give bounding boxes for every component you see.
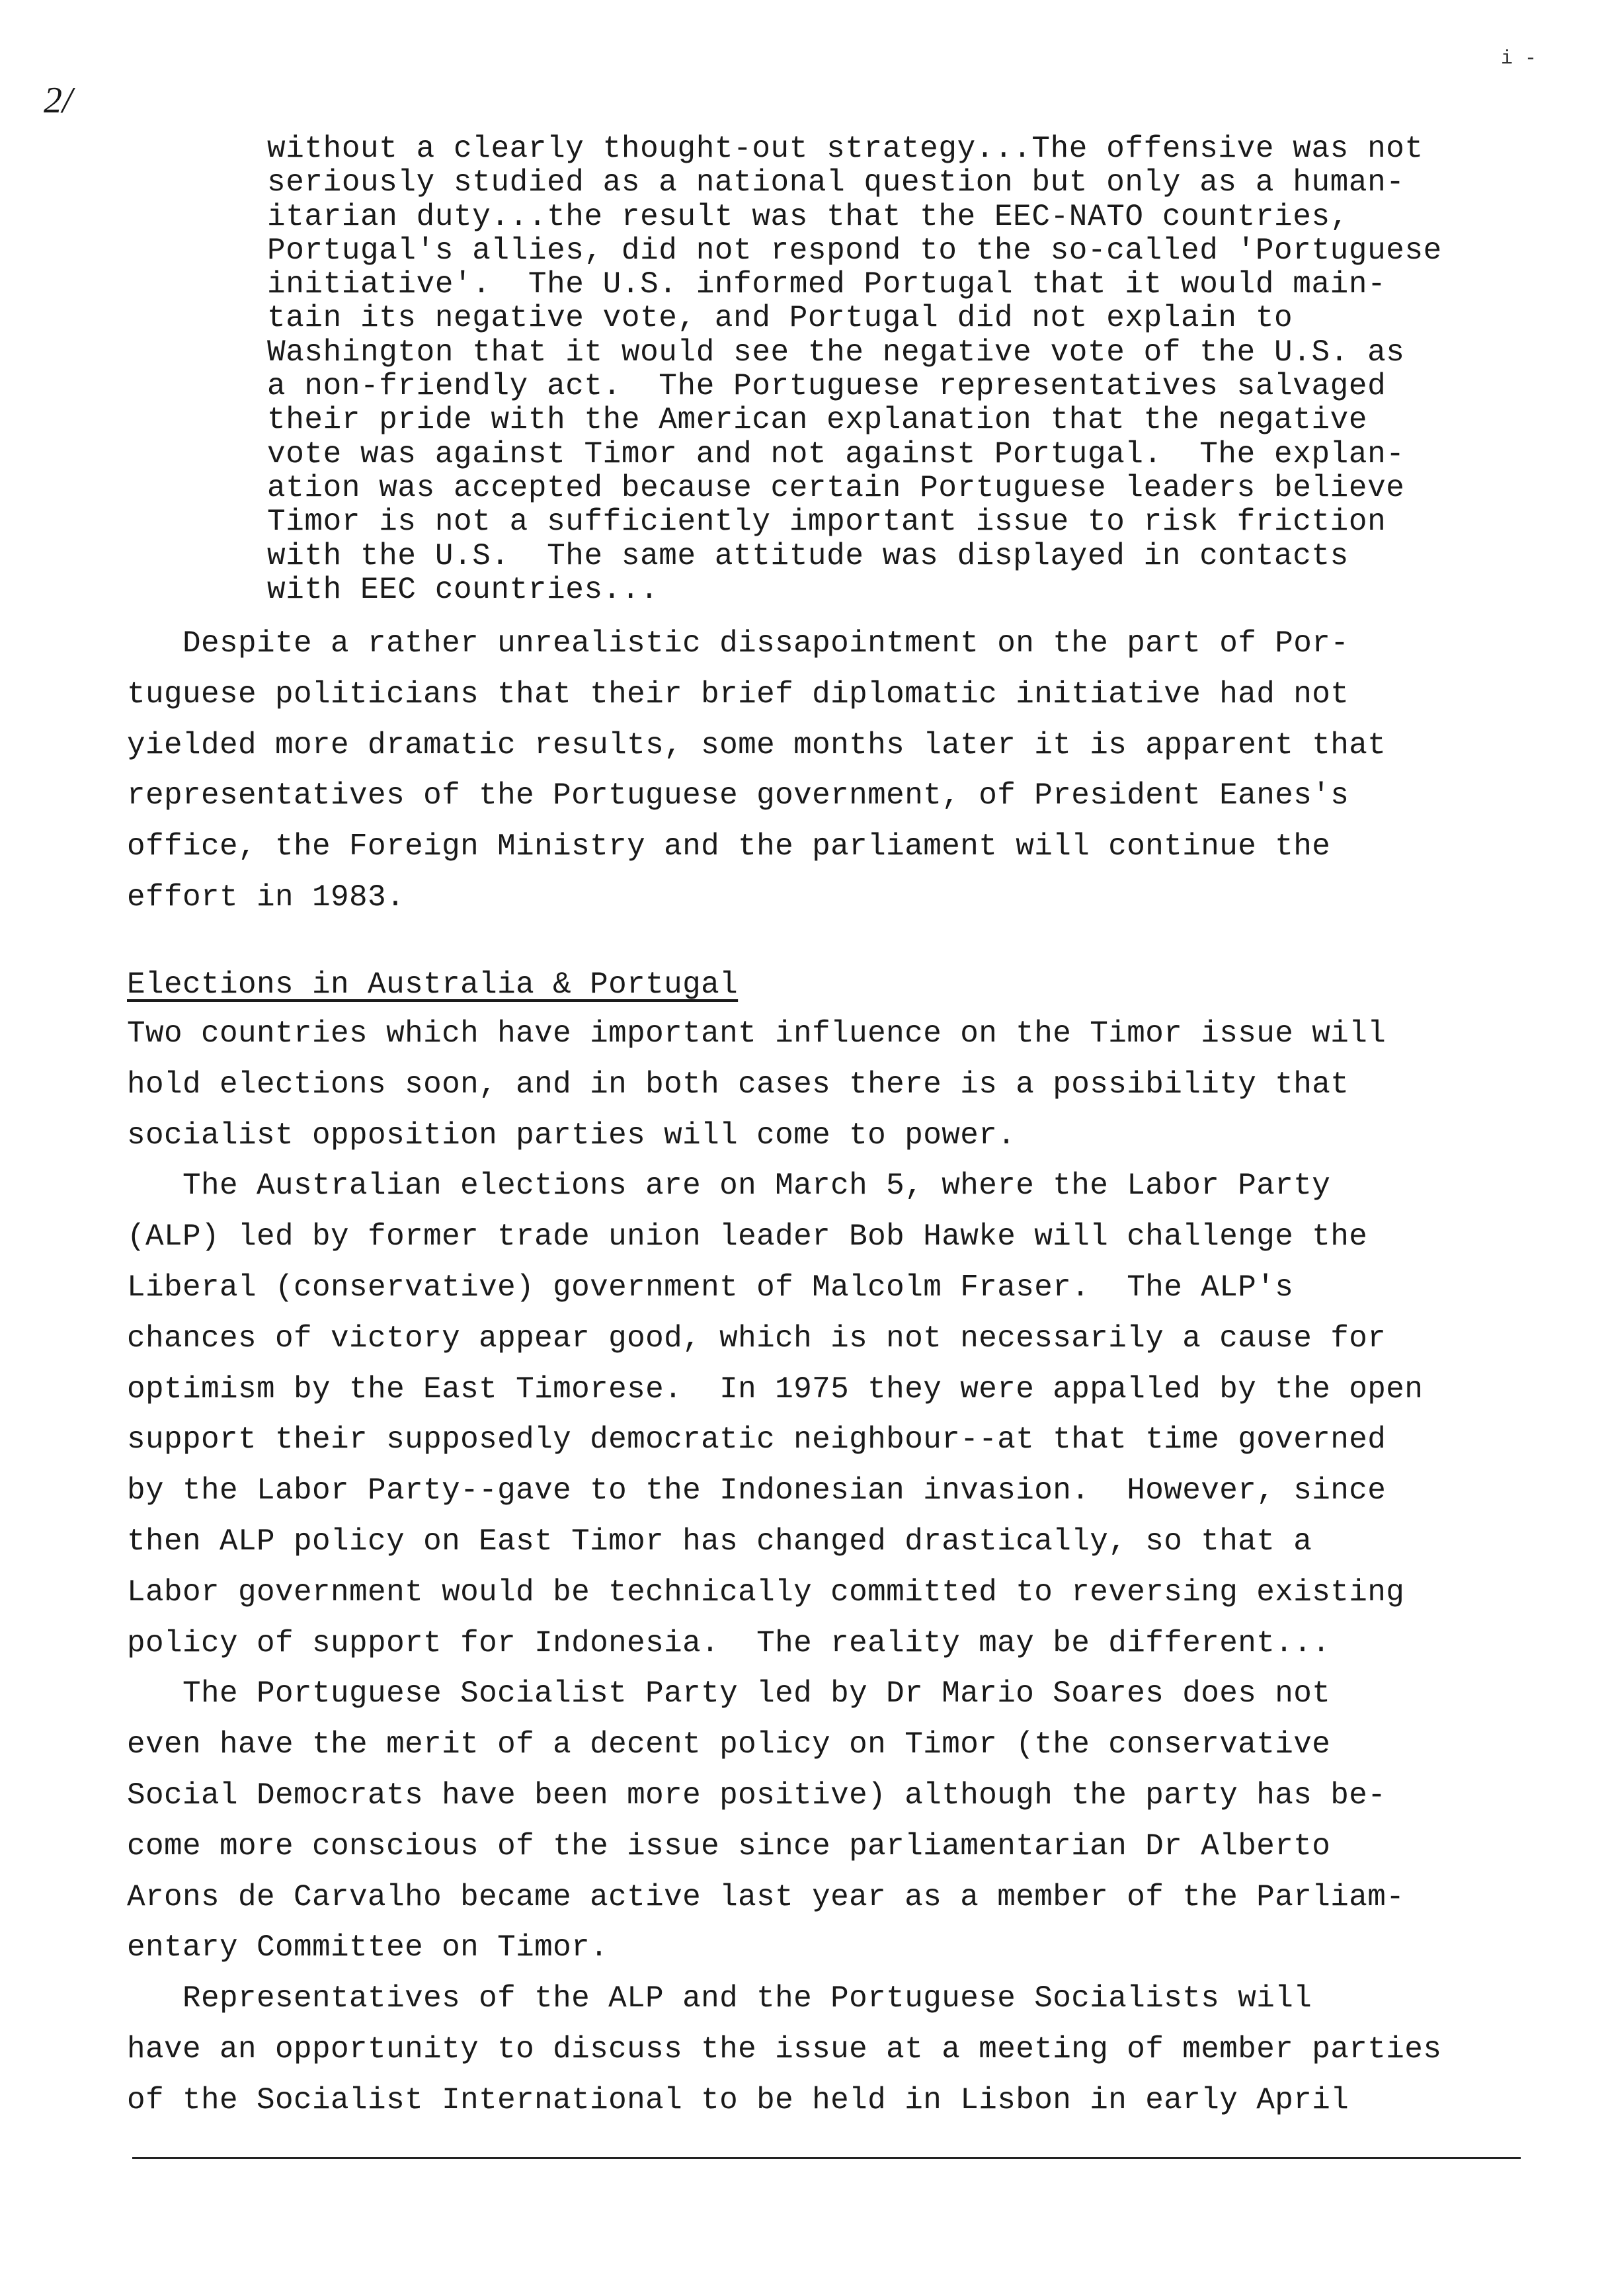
text-line: effort in 1983. xyxy=(127,880,405,915)
paragraph-despite xyxy=(127,618,1548,923)
text-line: The Australian elections are on March 5, where the Labor Party xyxy=(127,1168,1331,1204)
text-line: tuguese politicians that their brief diplomatic initiative had not xyxy=(127,676,1349,712)
quote-line: initiative'. The U.S. informed Portugal that it would main- xyxy=(267,267,1387,302)
quote-line: a non-friendly act. The Portuguese representatives salvaged xyxy=(267,369,1387,404)
quote-line: tain its negative vote, and Portugal did not explain to xyxy=(267,301,1293,336)
text-line: have an opportunity to discuss the issue at a meeting of member parties xyxy=(127,2031,1442,2067)
page-number: 2/ xyxy=(44,80,73,121)
quote-line: seriously studied as a national question but only as a human- xyxy=(267,165,1405,200)
text-line: policy of support for Indonesia. The reality may be different... xyxy=(127,1625,1331,1660)
section-body xyxy=(127,1008,1548,2126)
text-line: by the Labor Party--gave to the Indonesian invasion. However, since xyxy=(127,1473,1387,1508)
quote-line: Portugal's allies, did not respond to the so-called 'Portuguese xyxy=(267,233,1442,268)
quote-line: Washington that it would see the negative vote of the U.S. as xyxy=(267,335,1405,370)
quote-line: their pride with the American explanation that the negative xyxy=(267,403,1368,438)
corner-marks: i - xyxy=(1501,48,1537,70)
text-line: The Portuguese Socialist Party led by Dr Mario Soares does not xyxy=(127,1676,1331,1711)
text-line: Arons de Carvalho became active last year as a member of the Parliam- xyxy=(127,1879,1405,1914)
text-line: socialist opposition parties will come to power. xyxy=(127,1118,1016,1153)
text-line: even have the merit of a decent policy on Timor (the conservative xyxy=(127,1727,1331,1762)
text-line: hold elections soon, and in both cases there is a possibility that xyxy=(127,1067,1349,1102)
quote-line: Timor is not a sufficiently important issue to risk friction xyxy=(267,505,1387,540)
bottom-rule xyxy=(132,2157,1521,2159)
text-line: Liberal (conservative) government of Malcolm Fraser. The ALP's xyxy=(127,1270,1294,1305)
text-line: office, the Foreign Ministry and the parliament will continue the xyxy=(127,829,1331,864)
text-line: optimism by the East Timorese. In 1975 they were appalled by the open xyxy=(127,1372,1424,1407)
text-line: support their supposedly democratic neighbour--at that time governed xyxy=(127,1422,1387,1457)
quote-line: vote was against Timor and not against Portugal. The explan- xyxy=(267,436,1405,472)
quote-line: with EEC countries... xyxy=(267,572,659,607)
text-line: Despite a rather unrealistic dissapointment on the part of Por- xyxy=(127,626,1349,661)
text-line: come more conscious of the issue since parliamentarian Dr Alberto xyxy=(127,1828,1331,1864)
text-line: representatives of the Portuguese government, of President Eanes's xyxy=(127,778,1349,813)
text-line: yielded more dramatic results, some months later it is apparent that xyxy=(127,727,1387,762)
text-line: Representatives of the ALP and the Portuguese Socialists will xyxy=(127,1981,1312,2016)
block-quote xyxy=(267,132,1563,607)
text-line: Two countries which have important influence on the Timor issue will xyxy=(127,1016,1387,1051)
text-line: entary Committee on Timor. xyxy=(127,1930,609,1965)
section-heading: Elections in Australia & Portugal xyxy=(127,967,739,1002)
text-line: of the Socialist International to be held in Lisbon in early April xyxy=(127,2082,1349,2117)
quote-line: ation was accepted because certain Portuguese leaders believe xyxy=(267,470,1405,505)
text-line: then ALP policy on East Timor has changed drastically, so that a xyxy=(127,1524,1312,1559)
quote-line: itarian duty...the result was that the EEC-NATO countries, xyxy=(267,199,1349,234)
text-line: Social Democrats have been more positive) although the party has be- xyxy=(127,1778,1387,1813)
text-line: Labor government would be technically committed to reversing existing xyxy=(127,1575,1405,1610)
text-line: chances of victory appear good, which is not necessarily a cause for xyxy=(127,1321,1387,1356)
quote-line: without a clearly thought-out strategy...The offensive was not xyxy=(267,132,1424,166)
text-line: (ALP) led by former trade union leader Bob Hawke will challenge the xyxy=(127,1219,1368,1254)
quote-line: with the U.S. The same attitude was displayed in contacts xyxy=(267,538,1349,573)
